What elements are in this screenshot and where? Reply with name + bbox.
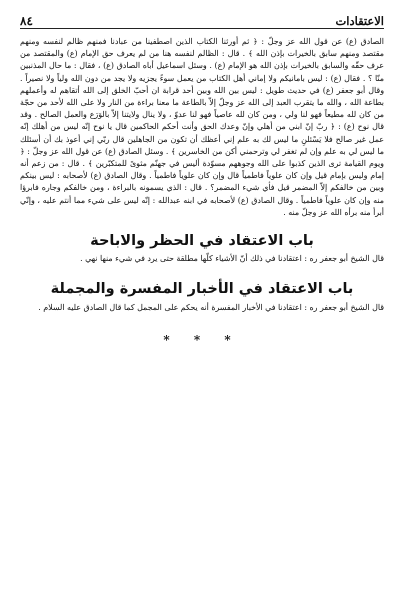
page-header	[20, 2, 384, 29]
section-divider-stars: * * *	[163, 332, 241, 347]
section-heading-reports: باب الاعتقاد في الأخبار المفسرة والمجملة	[50, 281, 354, 298]
running-title: الاعتقادات	[335, 14, 384, 28]
section-heading-prohibition: باب الاعتقاد في الحظر والاباحة	[90, 233, 314, 250]
page-number: ٨٤	[20, 14, 33, 28]
section-text-reports: قال الشيخ أبو جعفر ره : اعتقادنا في الأخبار المفسرة أنه يحكم على المجمل كما قال الصادق عليه السلام .	[38, 302, 384, 312]
section-text-prohibition: قال الشيخ أبو جعفر ره : اعتقادنا في ذلك أنّ الأشياء كلّها مطلقة حتى يرد في شيء منها نهي .	[80, 254, 384, 264]
book-page	[0, 2, 406, 592]
main-paragraph: الصادق (ع) عن قول الله عز وجلّ : ﴿ ثم أورثنا الكتاب الذين اصطفينا من عبادنا فمنهم ظالم لنفسه ومنهم مقتصد ومنهم سابق بالخيرات بإذن الله ﴾ . قال : الظالم لنفسه هنا من لم يعرف حق الإمام (ع) والمقتصد من عرف حقّه والسابق بالخيرات بإذن الله هو الإمام (ع) . وسئل اسماعيل أباه الصادق (ع) ، فقال : ما حال المذنبين منّا ؟ . فقال (ع) : ليس بامانيكم ولا إماني أهل الكتاب من يعمل سوءً يجزيه ولا يجد من دون الله ولياً ولا نصيراً . وقال أبو جعفر (ع) في حديث طويل : ليس بين الله وبين أحد قرابة ان أحبّ الخلق إلى الله أتقاهم له وأعملهم بطاعة الله ، والله ما يتقرب العبد إلى الله عز وجلّ إلاّ بالطاعة ما معنا براءة من النار ولا على الله لأحد من حجّة من كان لله مطيعاً فهو لنا ولي ، ومن كان لله عاصياً فهو لنا عدوّ ، ولا ينال ولايتنا إلاّ بالوَرَع والعمل الصالح . وقد قال نوح (ع) : ﴿ ربّ إنّ ابني من أهلي وإنّ وعدك الحق وأنت أحكم الحاكمين قال يا نوح إنّه ليس من أهلك إنّه عمل غير صالح فلا يَسْئلنِ ما ليس لك به علم إني أعظك أن تكون من الجاهلين قال ربّي إني أعوذ بك أن أسئلك ما ليس لي به علم وإن لم تغفر لي وترحمني أكن من الخاسرين ﴾ . وسئل الصادق (ع) عن قول الله عز وجلّ : ﴿ ويوم القيامة ترى الذين كذبوا على الله وجوههم مسوّدة أليس في جهنّم مثوىً للمتكبّرين ﴾ . قال : من زعم أنه إمام وليس بإمام قيل وإن كان علوياً فاطمياً قال وإن كان علوياً فاطمياً . وقال الصادق (ع) لأصحابه : ليس بينكم وبين من خالفكم إلاّ المضمر قيل فأي شيء المضمر؟ . قال : الذي يسمونه بالبراءة ، ومن خالفكم وجاره فابرؤا منه وإن كان علوياً فاطمياً . وقال الصادق (ع) لأصحابه في ابنه عبدالله : إنّه ليس على شيء مما أنتم عليه ، وإنّي أبرأ منه برأه الله عز وجلّ منه .	[20, 37, 384, 217]
page-body	[20, 36, 384, 346]
